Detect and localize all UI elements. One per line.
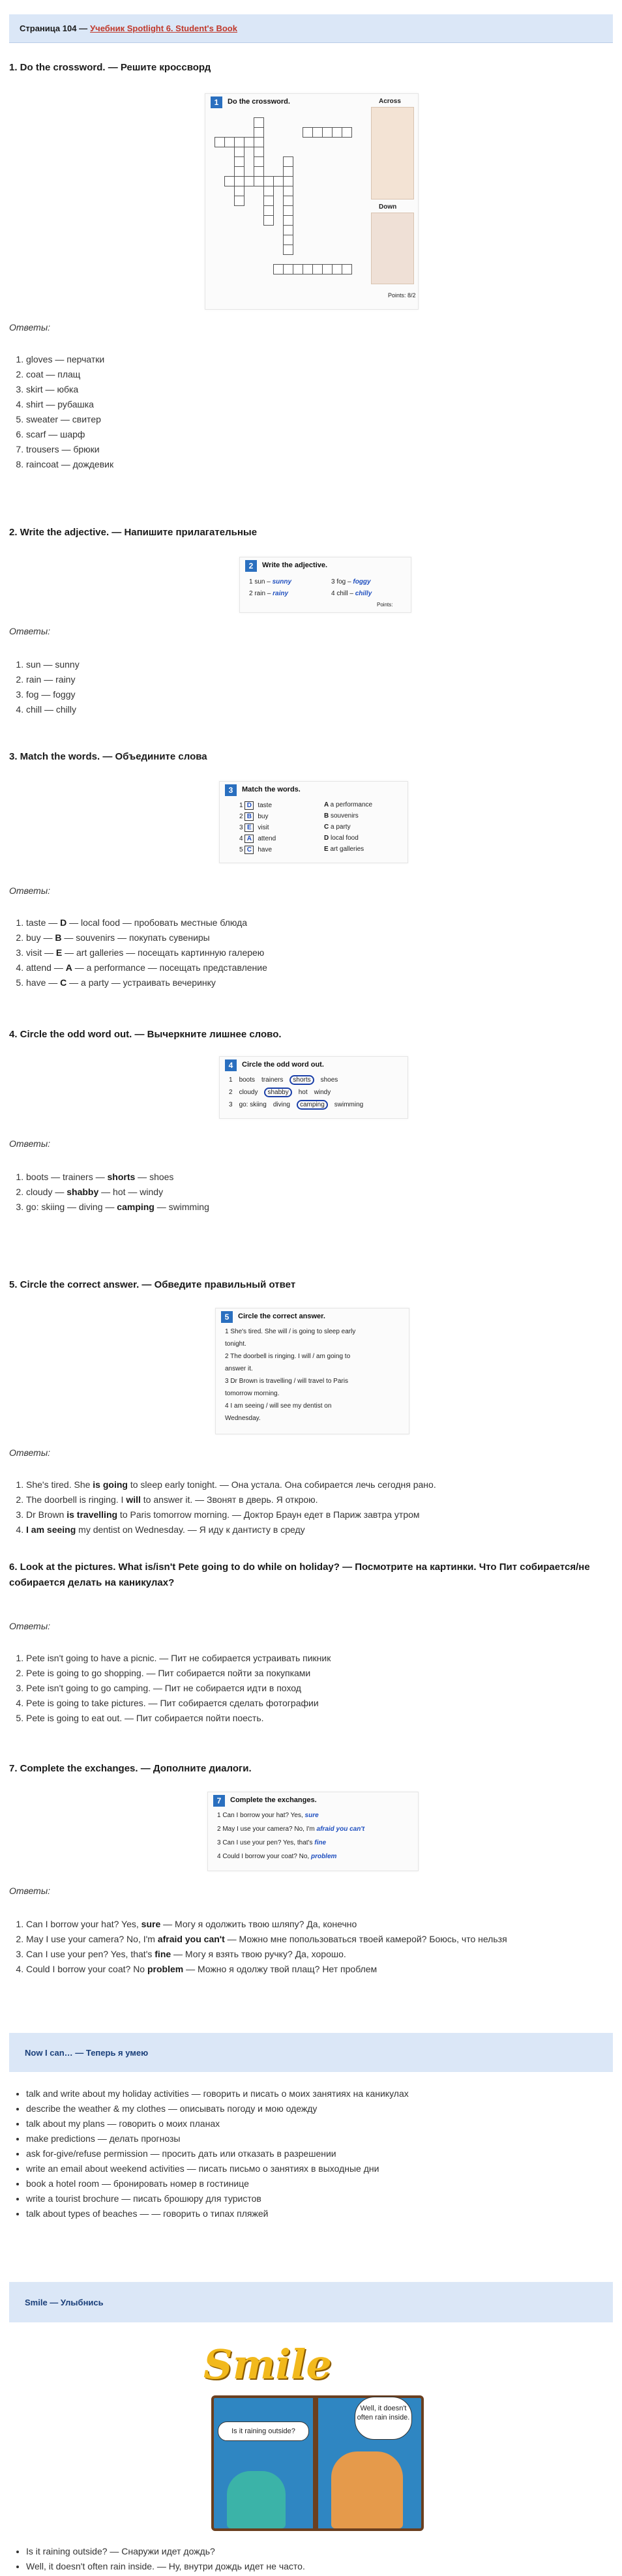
correct-answer-figure	[215, 1308, 409, 1434]
figure-title: Do the crossword.	[228, 98, 290, 106]
crossword-cell	[215, 137, 225, 147]
figure-line-word: have	[258, 846, 273, 853]
crossword-cell	[283, 186, 293, 196]
figure-line-word: local food	[331, 835, 359, 842]
ex1-answers	[9, 352, 619, 472]
figure-line-num: 5	[239, 846, 245, 853]
crossword-cell	[283, 196, 293, 206]
list-item: • ask for-give/refuse permission — просить дать или отказать в разрешении	[26, 2146, 619, 2161]
answer-key: A	[65, 962, 72, 973]
answer-key: D	[60, 917, 67, 928]
figure-line-word: chill –	[336, 590, 355, 597]
list-item: 7. trousers — брюки	[26, 442, 619, 457]
list-item: 1. gloves — перчатки	[26, 352, 619, 367]
figure-line-num: 1	[239, 802, 245, 809]
answer-text: The doorbell is ringing. I	[26, 1494, 126, 1505]
figure-line	[331, 578, 371, 585]
speech-bubble-answer: Well, it doesn't often rain inside.	[355, 2397, 412, 2440]
figure-line	[239, 823, 269, 832]
exchanges-figure	[207, 1792, 419, 1871]
list-item: • talk and write about my holiday activities — говорить и писать о моих занятиях на каникулах	[26, 2086, 619, 2101]
answer-translation: to Paris tomorrow morning. — Доктор Браун едет в Париж завтра утром	[117, 1509, 420, 1520]
crossword-cell	[303, 264, 313, 274]
answer-text: She's tired. She	[26, 1479, 93, 1490]
answer-translation: — Могу я взять твою ручку? Да, хорошо.	[171, 1949, 346, 1959]
crossword-cell	[283, 166, 293, 177]
answer-text: have —	[26, 977, 61, 988]
list-item	[26, 1522, 619, 1537]
crossword-cell	[254, 117, 264, 128]
answers-label: Ответы:	[9, 885, 51, 896]
window-frame	[313, 2395, 318, 2531]
figure-number: 2	[245, 560, 257, 572]
figure-number: 7	[213, 1795, 225, 1807]
figure-word: go: skiing	[239, 1101, 267, 1108]
crossword-cell	[342, 264, 352, 274]
smile-header: Smile — Улыбнись	[9, 2282, 613, 2322]
figure-word: shoes	[320, 1076, 338, 1084]
figure-line-letter: C	[324, 823, 331, 831]
answer-translation: — a performance — посещать представление	[72, 962, 267, 973]
answer-key: afraid you can't	[157, 1934, 225, 1944]
figure-line-num: 3	[331, 578, 337, 585]
figure-line-letter: D	[324, 835, 331, 842]
figure-line	[217, 1839, 326, 1846]
crossword-cell	[283, 244, 293, 255]
figure-line-num: 1	[249, 578, 255, 585]
figure-line-word: fog –	[336, 578, 353, 585]
figure-line-answer: rainy	[273, 590, 289, 597]
crossword-cell	[293, 264, 303, 274]
answer-translation: — Могу я одолжить твою шляпу? Да, конечно	[160, 1919, 357, 1929]
figure-line	[239, 846, 272, 854]
figure-line-letter: B	[324, 812, 331, 820]
ex5-title: 5. Circle the correct answer. — Обведите правильный ответ	[9, 1279, 296, 1290]
figure-title: Match the words.	[242, 786, 301, 793]
figure-line-num: 1	[229, 1076, 233, 1084]
figure-line: 1 She's tired. She will / is going to sleep early	[225, 1328, 356, 1335]
smile-logo: Smile	[203, 2341, 332, 2388]
answer-text: Can I borrow your hat? Yes,	[26, 1919, 141, 1929]
figure-line-key: C	[244, 846, 254, 854]
across-label: Across	[379, 98, 401, 105]
answer-translation: — art galleries — посещать картинную галерею	[62, 947, 265, 958]
answer-key: problem	[147, 1964, 184, 1974]
crossword-cell	[234, 186, 244, 196]
crossword-cell	[283, 205, 293, 216]
answer-key: B	[55, 932, 62, 943]
figure-word: shabby	[264, 1088, 291, 1097]
crossword-cell	[322, 264, 333, 274]
figure-line-letter: E	[324, 846, 331, 853]
textbook-link[interactable]: Учебник Spotlight 6. Student's Book	[90, 23, 237, 33]
figure-line-num: 2	[249, 590, 255, 597]
answer-key: is travelling	[67, 1509, 118, 1520]
figure-line	[324, 846, 364, 853]
ex2-answers	[9, 657, 619, 717]
answer-key: camping	[117, 1202, 155, 1212]
list-item: 2. coat — плащ	[26, 367, 619, 382]
crossword-figure	[205, 93, 419, 310]
ex3-title: 3. Match the words. — Объедините слова	[9, 751, 207, 762]
answer-translation: — a party — устраивать вечеринку	[67, 977, 216, 988]
list-item	[26, 1917, 619, 1932]
clothes-picture	[371, 107, 414, 200]
crossword-cell	[263, 196, 274, 206]
figure-line-answer: sunny	[272, 578, 292, 585]
list-item: 3. fog — foggy	[26, 687, 619, 702]
figure-line-word: buy	[258, 813, 269, 820]
figure-line	[331, 590, 372, 597]
figure-line-num: 4	[239, 835, 245, 842]
answers-label: Ответы:	[9, 1621, 51, 1631]
figure-line	[217, 1826, 364, 1833]
figure-line	[239, 801, 272, 810]
answer-key: E	[55, 947, 63, 958]
ex7-answers	[9, 1917, 619, 1977]
answer-translation: — local food — пробовать местные блюда	[67, 917, 248, 928]
down-label: Down	[379, 203, 397, 211]
list-item: 5. sweater — свитер	[26, 412, 619, 427]
list-item: • write an email about weekend activities — писать письмо о занятиях в выходные дни	[26, 2161, 619, 2176]
ex6-answers	[9, 1651, 619, 1726]
answer-translation: to answer it. — Звонят в дверь. Я открою.	[140, 1494, 318, 1505]
figure-title: Circle the correct answer.	[238, 1312, 325, 1320]
list-item: • book a hotel room — бронировать номер в гостинице	[26, 2176, 619, 2191]
header-prefix: Страница 104 —	[20, 23, 88, 33]
figure-line	[217, 1812, 319, 1819]
crossword-cell	[234, 196, 244, 206]
list-item	[26, 1200, 619, 1215]
answer-key: shabby	[67, 1187, 99, 1197]
crossword-cell	[254, 137, 264, 147]
answer-key: shorts	[107, 1172, 136, 1182]
list-item: 4. chill — chilly	[26, 702, 619, 717]
crossword-cell	[244, 137, 254, 147]
crossword-cell	[254, 176, 264, 186]
figure-line-answer: foggy	[353, 578, 371, 585]
answers-label: Ответы:	[9, 626, 51, 636]
list-item: 2. rain — rainy	[26, 672, 619, 687]
crossword-cell	[263, 186, 274, 196]
answers-label: Ответы:	[9, 1886, 51, 1896]
crossword-cell	[224, 137, 235, 147]
figure-word: shorts	[289, 1075, 314, 1085]
list-item	[26, 1507, 619, 1522]
ex4-answers	[9, 1170, 619, 1215]
crossword-cell	[263, 215, 274, 226]
ex5-answers	[9, 1477, 619, 1537]
ex1-title: 1. Do the crossword. — Решите кроссворд	[9, 62, 211, 73]
figure-line-question: 1 Can I borrow your hat? Yes,	[217, 1812, 305, 1819]
smile-list	[9, 2544, 619, 2574]
figure-line-answer: chilly	[355, 590, 372, 597]
figure-line	[229, 1101, 370, 1108]
now-i-can-header: Now I can… — Теперь я умею	[9, 2033, 613, 2072]
list-item	[26, 1185, 619, 1200]
list-item	[26, 960, 619, 975]
figure-line-question: 4 Could I borrow your coat? No,	[217, 1853, 311, 1860]
answer-translation: to sleep early tonight. — Она устала. Она собирается лечь сегодня рано.	[127, 1479, 436, 1490]
crossword-cell	[283, 156, 293, 167]
figure-line: 2 The doorbell is ringing. I will / am going to	[225, 1353, 351, 1360]
answer-key: sure	[141, 1919, 161, 1929]
figure-line	[217, 1853, 336, 1860]
crossword-cell	[342, 127, 352, 138]
figure-line-word: rain –	[254, 590, 273, 597]
list-item: 4. Pete is going to take pictures. — Пит собирается сделать фотографии	[26, 1696, 619, 1711]
figure-line-num: 3	[229, 1101, 233, 1108]
list-item: • Is it raining outside? — Снаружи идет дождь?	[26, 2544, 619, 2559]
figure-line-key: D	[244, 801, 254, 810]
crossword-cell	[254, 156, 264, 167]
crossword-cell	[312, 264, 323, 274]
answer-key: is going	[93, 1479, 128, 1490]
figure-number: 1	[211, 96, 222, 108]
list-item	[26, 1477, 619, 1492]
figure-line: 3 Dr Brown is travelling / will travel to Paris	[225, 1378, 348, 1385]
clothes-picture-2	[371, 213, 414, 284]
crossword-cell	[263, 176, 274, 186]
figure-line-key: A	[244, 835, 254, 843]
list-item	[26, 1932, 619, 1947]
crossword-cell	[273, 176, 284, 186]
crossword-cell	[254, 127, 264, 138]
answer-text: Could I borrow your coat? No	[26, 1964, 147, 1974]
figure-line-question: 3 Can I use your pen? Yes, that's	[217, 1839, 315, 1846]
crossword-cell	[283, 215, 293, 226]
figure-word: boots	[239, 1076, 256, 1084]
figure-word: cloudy	[239, 1089, 258, 1096]
answer-text: taste —	[26, 917, 61, 928]
figure-line	[229, 1076, 344, 1084]
answer-translation: — Можно я одолжу твой плащ? Нет проблем	[183, 1964, 378, 1974]
answer-key: C	[60, 977, 67, 988]
crossword-cell	[234, 176, 244, 186]
figure-line-answer: sure	[304, 1812, 319, 1819]
answer-text: go: skiing — diving —	[26, 1202, 117, 1212]
ex3-answers	[9, 915, 619, 990]
figure-line	[324, 812, 359, 820]
crossword-cell	[254, 166, 264, 177]
crossword-cell	[234, 147, 244, 157]
answer-text: buy —	[26, 932, 55, 943]
crossword-grid	[215, 117, 364, 300]
answer-translation: — Можно мне попользоваться твоей камерой? Боюсь, что нельзя	[224, 1934, 507, 1944]
ex7-title: 7. Complete the exchanges. — Дополните диалоги.	[9, 1763, 252, 1774]
crossword-cell	[254, 147, 264, 157]
figure-line: tonight.	[225, 1340, 246, 1348]
figure-line-key: B	[244, 812, 254, 821]
answer-translation: — shoes	[135, 1172, 174, 1182]
list-item	[26, 1962, 619, 1977]
list-item	[26, 930, 619, 945]
crossword-cell	[234, 166, 244, 177]
crossword-cell	[234, 156, 244, 167]
figure-line: tomorrow morning.	[225, 1390, 280, 1397]
figure-line: Wednesday.	[225, 1415, 261, 1422]
list-item	[26, 1492, 619, 1507]
figure-line	[324, 823, 351, 831]
figure-number: 4	[225, 1059, 237, 1071]
figure-line-word: a party	[331, 823, 351, 831]
list-item: • talk about types of beaches — — говорить о типах пляжей	[26, 2206, 619, 2221]
answer-text: Dr Brown	[26, 1509, 67, 1520]
ex6-title: 6. Look at the pictures. What is/isn't Pete going to do while on holiday? — Посмотрите на картинки. Что Пит собирается/не собирается делать на каникулах?	[9, 1562, 590, 1588]
answers-label: Ответы:	[9, 1447, 51, 1458]
figure-word: diving	[273, 1101, 290, 1108]
answer-key: I am seeing	[26, 1524, 76, 1535]
crossword-cell	[283, 176, 293, 186]
figure-line-word: a performance	[330, 801, 373, 808]
figure-points: Points: 8/2	[388, 292, 416, 299]
crossword-cell	[244, 176, 254, 186]
figure-word: camping	[297, 1100, 328, 1110]
figure-word: trainers	[261, 1076, 284, 1084]
crossword-cell	[303, 127, 313, 138]
figure-line-answer: problem	[310, 1853, 337, 1860]
answer-translation: — hot — windy	[98, 1187, 164, 1197]
figure-line-word: attend	[258, 835, 276, 842]
crossword-cell	[283, 235, 293, 245]
crossword-cell	[283, 225, 293, 235]
list-item: 3. Pete isn't going to go camping. — Пит не собирается идти в поход	[26, 1681, 619, 1696]
figure-line-num: 2	[239, 813, 245, 820]
speech-bubble-question: Is it raining outside?	[218, 2421, 309, 2441]
list-item	[26, 915, 619, 930]
answers-label: Ответы:	[9, 322, 51, 333]
figure-title: Circle the odd word out.	[242, 1061, 324, 1069]
crossword-cell	[234, 137, 244, 147]
figure-line	[239, 835, 276, 843]
list-item: 5. Pete is going to eat out. — Пит собирается пойти поесть.	[26, 1711, 619, 1726]
figure-title: Write the adjective.	[262, 561, 328, 569]
answer-translation: my dentist on Wednesday. — Я иду к дантисту в среду	[76, 1524, 305, 1535]
list-item: 1. sun — sunny	[26, 657, 619, 672]
figure-line-word: sun –	[254, 578, 273, 585]
figure-word: hot	[298, 1089, 308, 1096]
answer-text: visit —	[26, 947, 56, 958]
figure-line-word: art galleries	[330, 846, 364, 853]
list-item	[26, 945, 619, 960]
figure-line	[239, 812, 268, 821]
ex4-title: 4. Circle the odd word out. — Вычеркните лишнее слово.	[9, 1029, 282, 1040]
crossword-cell	[224, 176, 235, 186]
list-item: • describe the weather & my clothes — описывать погоду и мою одежду	[26, 2101, 619, 2116]
figure-line-num: 3	[239, 824, 245, 831]
answer-translation: — swimming	[154, 1202, 209, 1212]
figure-line-letter: A	[324, 801, 331, 808]
adjective-figure	[239, 557, 411, 613]
figure-line-answer: fine	[314, 1839, 327, 1846]
list-item: 6. scarf — шарф	[26, 427, 619, 442]
list-item: 2. Pete is going to go shopping. — Пит собирается пойти за покупками	[26, 1666, 619, 1681]
figure-line-answer: afraid you can't	[316, 1826, 365, 1833]
list-item: • talk about my plans — говорить о моих планах	[26, 2116, 619, 2131]
figure-line-num: 4	[331, 590, 337, 597]
answer-text: Can I use your pen? Yes, that's	[26, 1949, 155, 1959]
smile-cartoon	[201, 2341, 421, 2528]
answer-text: May I use your camera? No, I'm	[26, 1934, 158, 1944]
list-item	[26, 1947, 619, 1962]
answers-label: Ответы:	[9, 1138, 51, 1149]
list-item: • make predictions — делать прогнозы	[26, 2131, 619, 2146]
ex2-title: 2. Write the adjective. — Напишите прилагательные	[9, 527, 258, 538]
list-item: 4. shirt — рубашка	[26, 397, 619, 412]
girl-figure	[227, 2471, 286, 2528]
list-item	[26, 975, 619, 990]
figure-line: 4 I am seeing / will see my dentist on	[225, 1402, 332, 1410]
figure-line-num: 2	[229, 1089, 233, 1096]
crossword-cell	[332, 264, 342, 274]
figure-number: 3	[225, 784, 237, 796]
figure-line-word: visit	[258, 824, 269, 831]
figure-number: 5	[221, 1311, 233, 1323]
crossword-cell	[332, 127, 342, 138]
list-item: 3. skirt — юбка	[26, 382, 619, 397]
figure-line	[324, 801, 372, 808]
figure-line-word: taste	[258, 802, 273, 809]
crossword-cell	[283, 264, 293, 274]
odd-word-figure	[219, 1056, 408, 1119]
crossword-cell	[312, 127, 323, 138]
figure-line-question: 2 May I use your camera? No, I'm	[217, 1826, 317, 1833]
crossword-cell	[322, 127, 333, 138]
figure-points: Points:	[377, 602, 393, 608]
figure-line-key: E	[244, 823, 254, 832]
figure-line	[229, 1089, 337, 1096]
crossword-cell	[273, 264, 284, 274]
match-figure	[219, 781, 408, 863]
list-item: 8. raincoat — дождевик	[26, 457, 619, 472]
figure-title: Complete the exchanges.	[230, 1796, 317, 1804]
figure-word: windy	[314, 1089, 331, 1096]
list-item: • write a tourist brochure — писать брошюру для туристов	[26, 2191, 619, 2206]
boy-figure	[331, 2451, 403, 2528]
now-i-can-list	[9, 2086, 619, 2221]
figure-line	[249, 578, 291, 585]
answer-text: cloudy —	[26, 1187, 67, 1197]
figure-line: answer it.	[225, 1365, 253, 1372]
list-item	[26, 1170, 619, 1185]
figure-line	[249, 590, 288, 597]
answer-key: fine	[155, 1949, 171, 1959]
list-item: • Well, it doesn't often rain inside. — Ну, внутри дождь идет не часто.	[26, 2559, 619, 2574]
answer-text: attend —	[26, 962, 66, 973]
list-item: 1. Pete isn't going to have a picnic. — Пит не собирается устраивать пикник	[26, 1651, 619, 1666]
answer-translation: — souvenirs — покупать сувениры	[61, 932, 210, 943]
answer-key: will	[126, 1494, 141, 1505]
figure-line-word: souvenirs	[331, 812, 359, 820]
figure-line	[324, 835, 359, 842]
crossword-cell	[263, 205, 274, 216]
figure-word: swimming	[334, 1101, 364, 1108]
page-header	[9, 14, 613, 43]
answer-text: boots — trainers —	[26, 1172, 108, 1182]
